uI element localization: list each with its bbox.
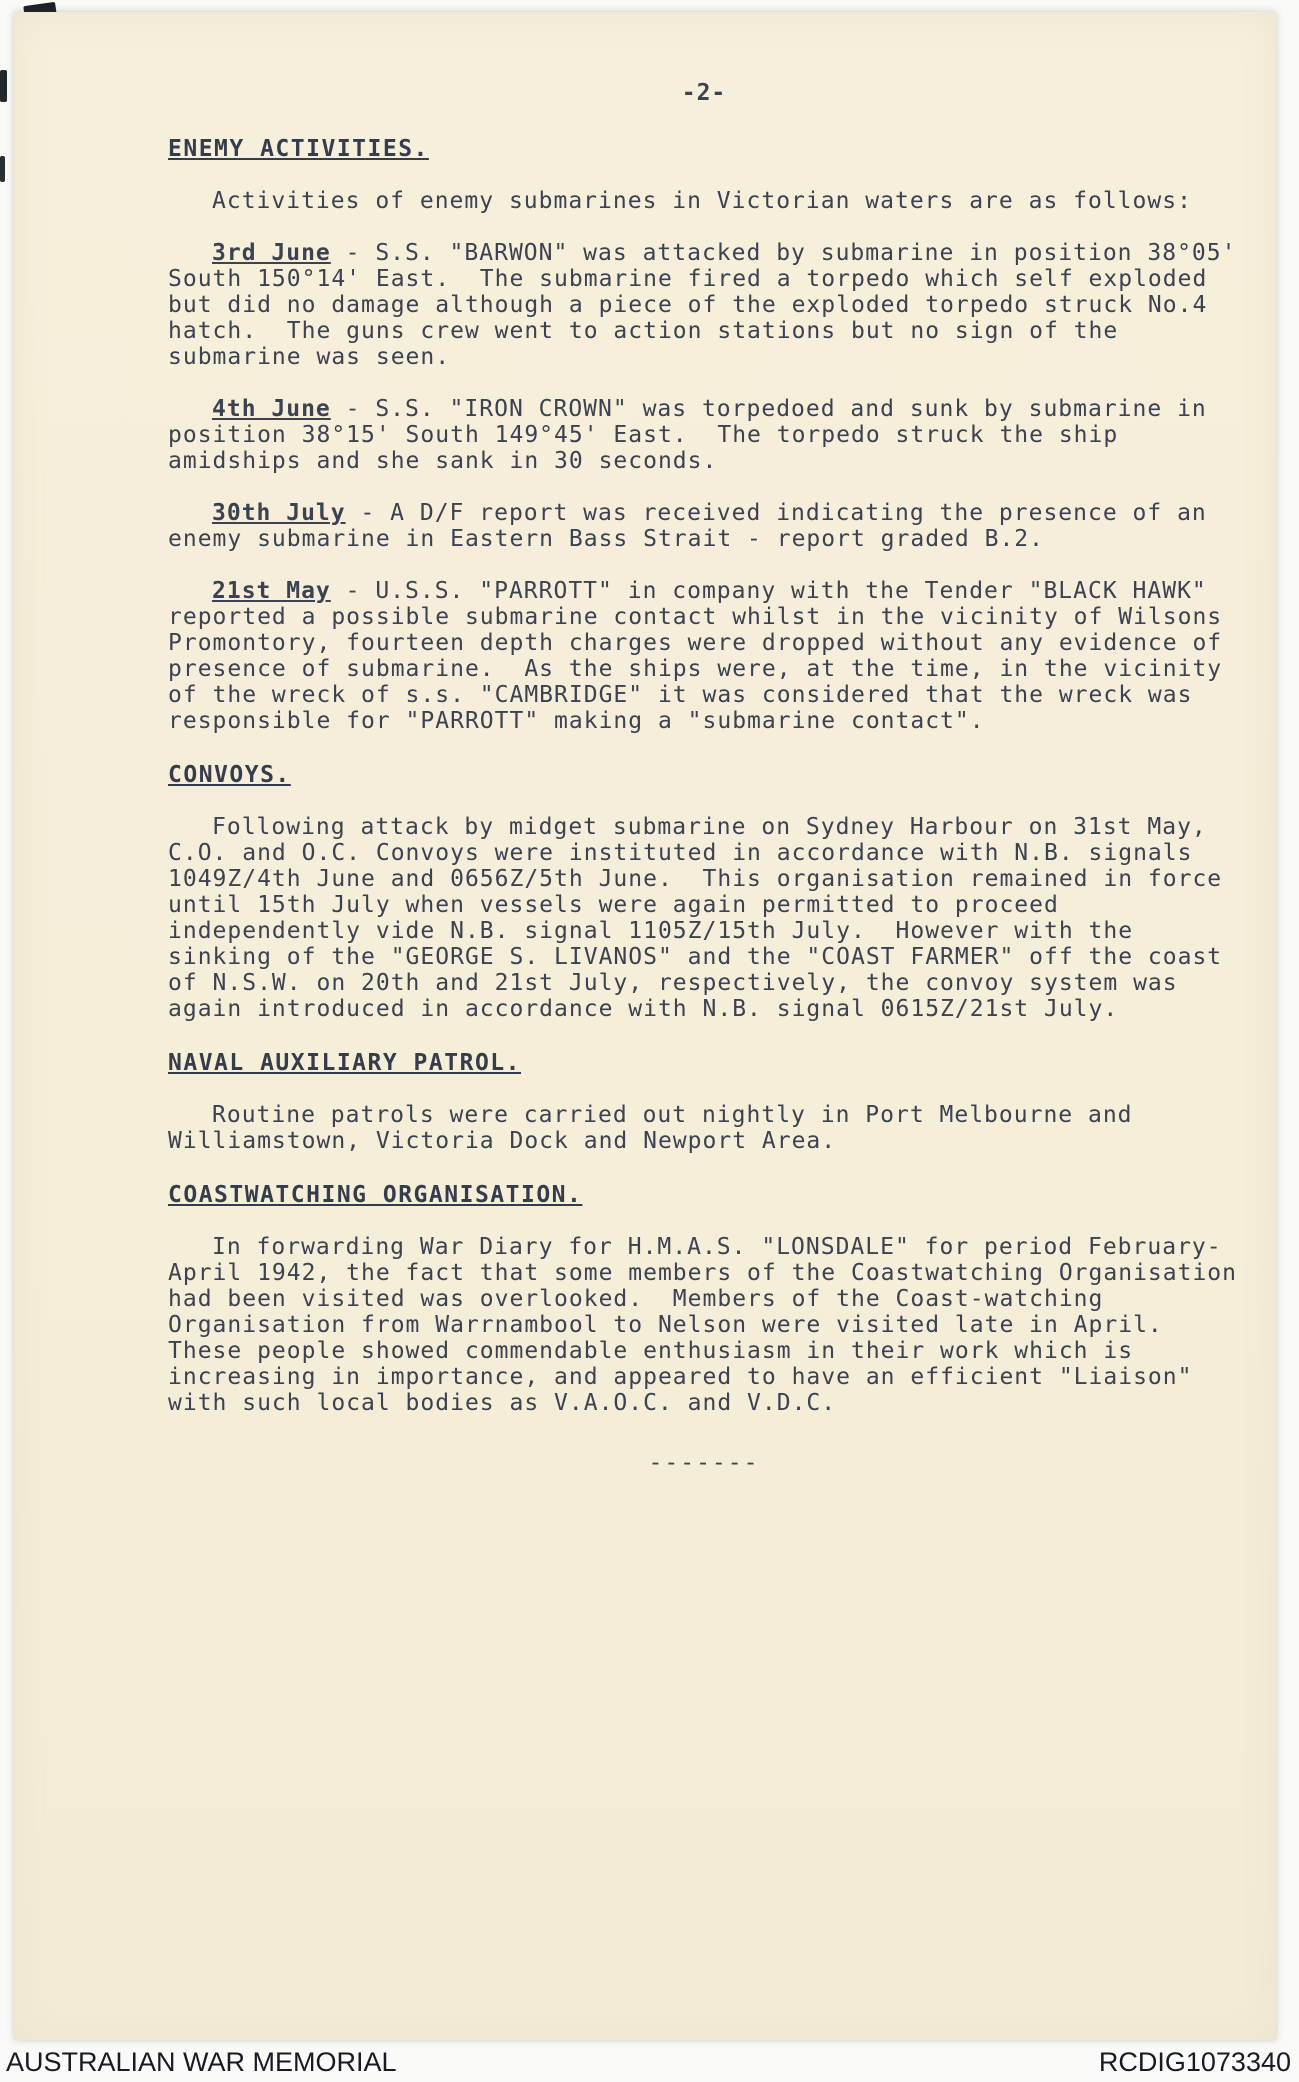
- entry-date-lead: 21st May: [212, 578, 331, 604]
- document-sections: [168, 136, 1252, 1416]
- paragraph: 30th July - A D/F report was received indicating the presence of an enemy submarine in Eastern Bass Strait - report graded B.2.: [168, 500, 1222, 552]
- document-content: [168, 80, 1252, 1476]
- footer-reference-id: RCDIG1073340: [1098, 2047, 1291, 2077]
- footer-archive-name: AUSTRALIAN WAR MEMORIAL: [6, 2047, 397, 2077]
- section-heading: CONVOYS.: [168, 762, 291, 788]
- paragraph: 3rd June - S.S. "BARWON" was attacked by submarine in position 38°05' South 150°14' East. The submarine fired a torpedo which self exploded but did no damage although a piece of the exploded torpedo struck No.4 hatch. The guns crew went to action stations but no sign of the submarine was seen.: [168, 240, 1252, 370]
- end-mark: -------: [648, 1450, 760, 1476]
- section-heading: ENEMY ACTIVITIES.: [168, 136, 429, 162]
- document-section: [168, 136, 1252, 734]
- paragraph: Following attack by midget submarine on Sydney Harbour on 31st May, C.O. and O.C. Convoys were instituted in accordance with N.B. signals 1049Z/4th June and 0656Z/5th June. This organisation remained in force until 15th July when vessels were again permitted to proceed independently vide N.B. signal 1105Z/15th July. However with the sinking of the "GEORGE S. LIVANOS" and the "COAST FARMER" off the coast of N.S.W. on 20th and 21st July, respectively, the convoy system was again introduced in accordance with N.B. signal 0615Z/21st July.: [168, 814, 1238, 1022]
- paragraph: 4th June - S.S. "IRON CROWN" was torpedoed and sunk by submarine in position 38°15' South 149°45' East. The torpedo struck the ship amidships and she sank in 30 seconds.: [168, 396, 1222, 474]
- scan-artifact: [0, 156, 5, 182]
- entry-date-lead: 4th June: [212, 396, 331, 422]
- paragraph: 21st May - U.S.S. "PARROTT" in company with the Tender "BLACK HAWK" reported a possible submarine contact whilst in the vicinity of Wilsons Promontory, fourteen depth charges were dropped without any evidence of presence of submarine. As the ships were, at the time, in the vicinity of the wreck of s.s. "CAMBRIDGE" it was considered that the wreck was responsible for "PARROTT" making a "submarine contact".: [168, 578, 1238, 734]
- entry-date-lead: 30th July: [212, 500, 346, 526]
- footer-bar: [6, 2047, 1291, 2078]
- page-number: -2-: [681, 80, 727, 106]
- paragraph: Activities of enemy submarines in Victorian waters are as follows:: [212, 188, 1192, 214]
- document-section: [168, 1182, 1252, 1416]
- section-heading: COASTWATCHING ORGANISATION.: [168, 1182, 583, 1208]
- entry-date-lead: 3rd June: [212, 240, 331, 266]
- document-paper: [14, 12, 1276, 2040]
- paragraph: Routine patrols were carried out nightly in Port Melbourne and Williamstown, Victoria Dock and Newport Area.: [168, 1102, 1148, 1154]
- scan-artifact: [0, 70, 7, 102]
- section-heading: NAVAL AUXILIARY PATROL.: [168, 1050, 521, 1076]
- paragraph: In forwarding War Diary for H.M.A.S. "LONSDALE" for period February-April 1942, the fact that some members of the Coastwatching Organisation had been visited was overlooked. Members of the Coast-watching Organisation from Warrnambool to Nelson were visited late in April. These people showed commendable enthusiasm in their work which is increasing in importance, and appeared to have an efficient "Liaison" with such local bodies as V.A.O.C. and V.D.C.: [168, 1234, 1252, 1416]
- document-section: [168, 762, 1240, 1022]
- document-section: [168, 1050, 1240, 1154]
